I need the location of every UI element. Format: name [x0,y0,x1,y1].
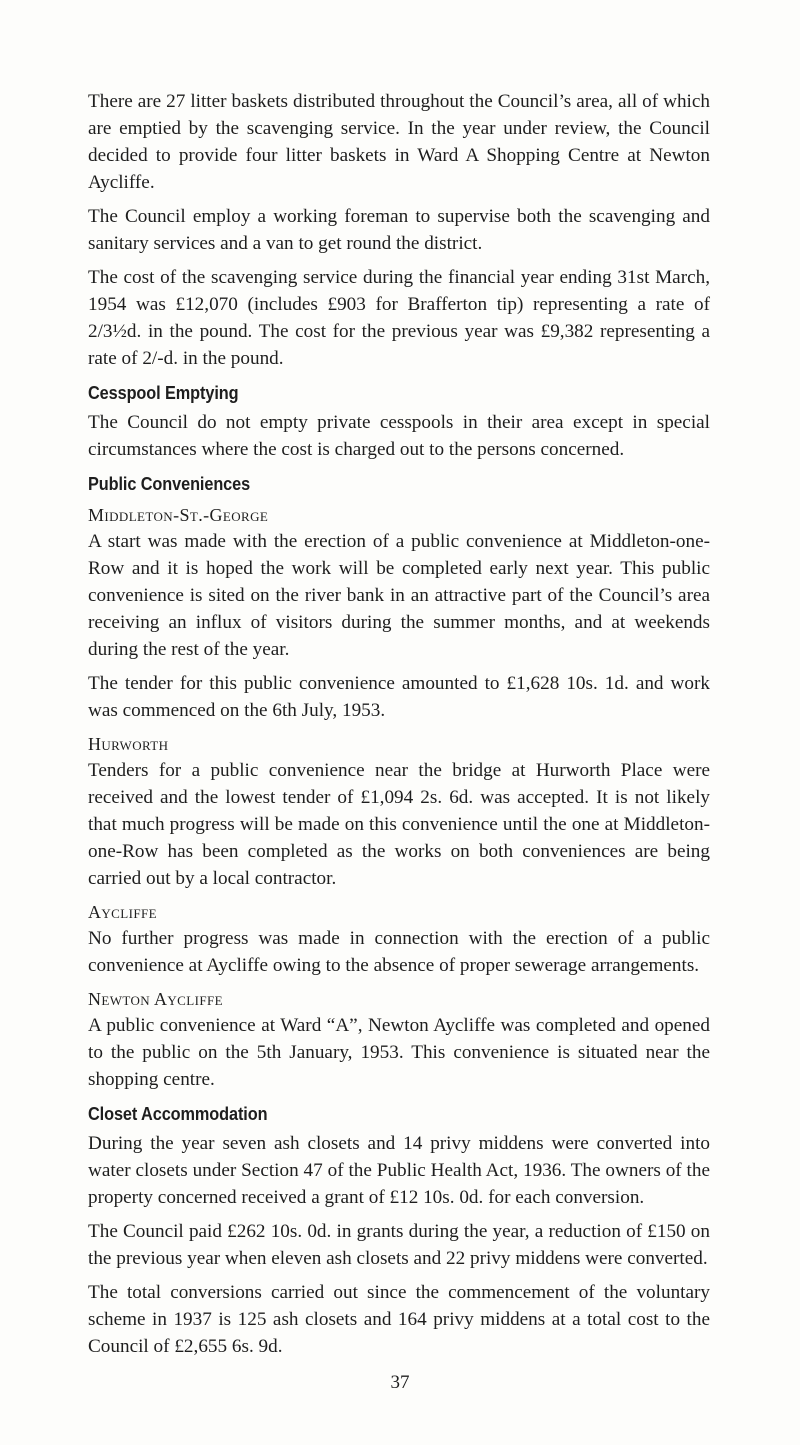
paragraph-middleton-tender: The tender for this public convenience amounted to £1,628 10s. 1d. and work was commenced on the 6th July, 1953. [88,673,710,721]
paragraph-grants-paid: The Council paid £262 10s. 0d. in grants during the year, a reduction of £150 on the previous year when eleven ash closets and 22 privy middens were converted. [88,1221,710,1269]
heading-public-conveniences: Public Conveniences [88,473,251,494]
subheading-hurworth: Hurworth [88,734,169,754]
paragraph-newton-aycliffe: A public convenience at Ward “A”, Newton Aycliffe was completed and opened to the public on the 5th January, 1953. This convenience is situated near the shopping centre. [88,1015,710,1090]
paragraph-hurworth-tender: Tenders for a public convenience near the bridge at Hurworth Place were received and the lowest tender of £1,094 2s. 6d. was accepted. It is not likely that much progress will be made on this convenience until the one at Middleton-one-Row has been completed as the works on both conveniences are being carried out by a local contractor. [88,760,710,889]
page-number: 37 [390,1372,410,1393]
subheading-newton-aycliffe: Newton Aycliffe [88,989,223,1009]
paragraph-middleton-convenience: A start was made with the erection of a public convenience at Middleton-one-Row and it is hoped the work will be completed early next year. This public convenience is sited on the river bank in an attractive part of the Council’s area receiving an influx of visitors during the summer months, and at weekends during the rest of the year. [88,531,710,660]
paragraph-closet-conversions: During the year seven ash closets and 14 privy middens were converted into water closets under Section 47 of the Public Health Act, 1936. The owners of the property concerned received a grant of £12 10s. 0d. for each conversion. [88,1133,710,1208]
paragraph-scavenging-cost: The cost of the scavenging service during the financial year ending 31st March, 1954 was £12,070 (includes £903 for Brafferton tip) representing a rate of 2/3½d. in the pound. The cost for the previous year was £9,382 representing a rate of 2/-d. in the pound. [88,267,710,369]
heading-closet-accommodation: Closet Accommodation [88,1103,268,1124]
page-content [88,88,710,1367]
paragraph-aycliffe: No further progress was made in connection with the erection of a public convenience at Aycliffe owing to the absence of proper sewerage arrangements. [88,928,710,976]
subheading-middleton-st-george: Middleton-St.-George [88,505,269,525]
paragraph-total-conversions: The total conversions carried out since the commencement of the voluntary scheme in 1937 is 125 ash closets and 164 privy middens at a total cost to the Council of £2,655 6s. 9d. [88,1282,710,1357]
heading-cesspool-emptying: Cesspool Emptying [88,382,239,403]
paragraph-cesspools: The Council do not empty private cesspools in their area except in special circumstances where the cost is charged out to the persons concerned. [88,412,710,460]
subheading-aycliffe: Aycliffe [88,902,157,922]
paragraph-working-foreman: The Council employ a working foreman to supervise both the scavenging and sanitary services and a van to get round the district. [88,206,710,254]
paragraph-litter-baskets: There are 27 litter baskets distributed throughout the Council’s area, all of which are emptied by the scavenging service. In the year under review, the Council decided to provide four litter baskets in Ward A Shopping Centre at Newton Aycliffe. [88,91,710,193]
